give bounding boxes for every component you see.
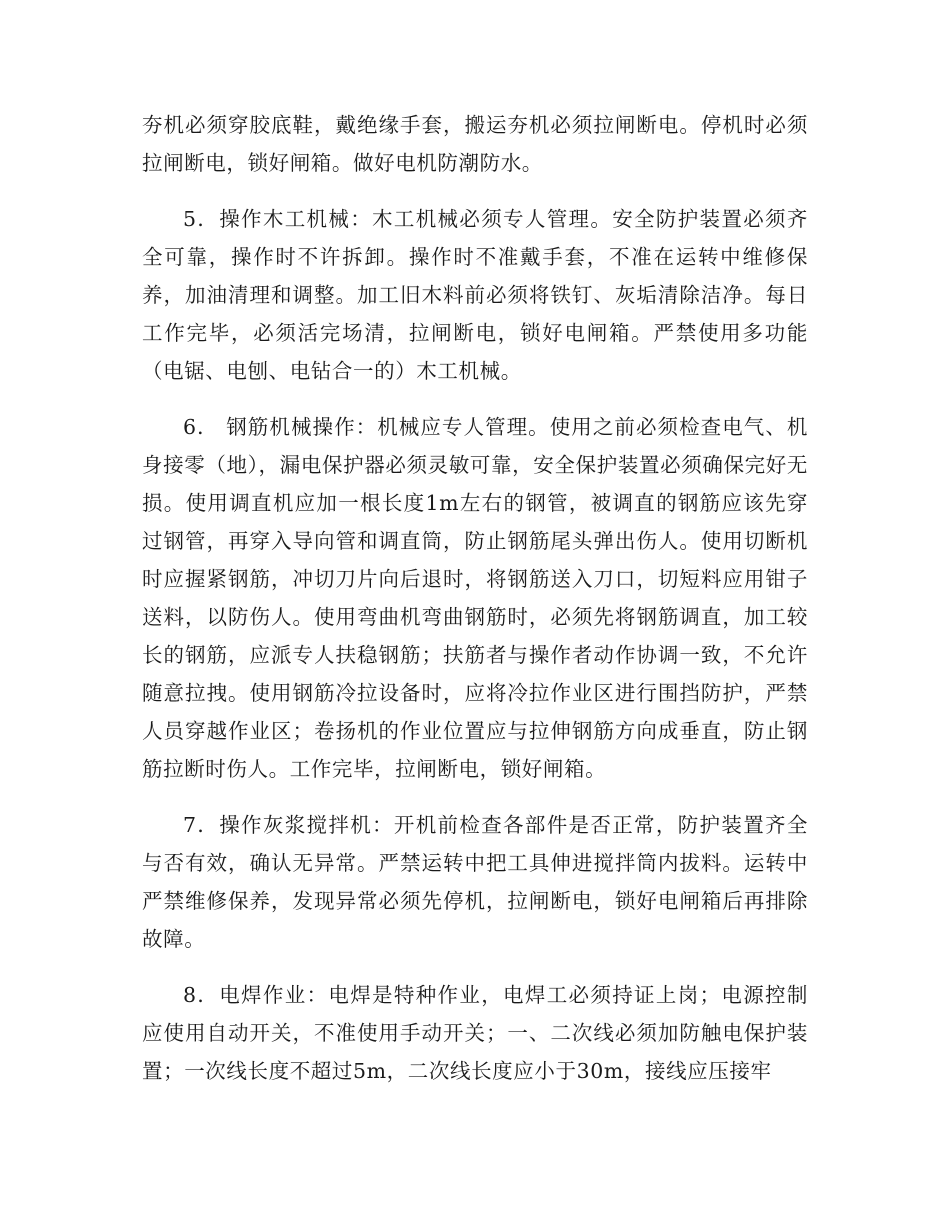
paragraph-rebar-machinery: 6． 钢筋机械操作：机械应专人管理。使用之前必须检查电气、机身接零（地），漏电保护器必须灵敏可靠，安全保护装置必须确保完好无损。使用调直机应加一根长度1m左右的钢管，被调直的钢筋应该先穿过钢管，再穿入导向管和调直筒，防止钢筋尾头弹出伤人。使用切断机时应握紧钢筋，冲切刀片向后退时，将钢筋送入刀口，切短料应用钳子送料，以防伤人。使用弯曲机弯曲钢筋时，必须先将钢筋调直，加工较长的钢筋，应派专人扶稳钢筋；扶筋者与操作者动作协调一致，不允许随意拉拽。使用钢筋冷拉设备时，应将冷拉作业区进行围挡防护，严禁人员穿越作业区；卷扬机的作业位置应与拉伸钢筋方向成垂直，防止钢筋拉断时伤人。工作完毕，拉闸断电，锁好闸箱。 <box>142 415 808 781</box>
document-body <box>142 106 808 1108</box>
paragraph-woodworking-machinery: 5．操作木工机械：木工机械必须专人管理。安全防护装置必须齐全可靠，操作时不许拆卸。操作时不准戴手套，不准在运转中维修保养，加油清理和调整。加工旧木料前必须将铁钉、灰垢清除洁净。每日工作完毕，必须活完场清，拉闸断电，锁好电闸箱。严禁使用多功能（电锯、电刨、电钻合一的）木工机械。 <box>142 207 808 383</box>
paragraph-mortar-mixer: 7．操作灰浆搅拌机：开机前检查各部件是否正常，防护装置齐全与否有效，确认无异常。严禁运转中把工具伸进搅拌筒内拔料。运转中严禁维修保养，发现异常必须先停机，拉闸断电，锁好电闸箱后再排除故障。 <box>142 813 808 951</box>
paragraph-continuation: 夯机必须穿胶底鞋，戴绝缘手套，搬运夯机必须拉闸断电。停机时必须拉闸断电，锁好闸箱。做好电机防潮防水。 <box>142 113 808 175</box>
paragraph-electric-welding: 8．电焊作业：电焊是特种作业，电焊工必须持证上岗；电源控制应使用自动开关，不准使用手动开关；一、二次线必须加防触电保护装置；一次线长度不超过5m，二次线长度应小于30m，接线应压接牢 <box>142 983 808 1083</box>
